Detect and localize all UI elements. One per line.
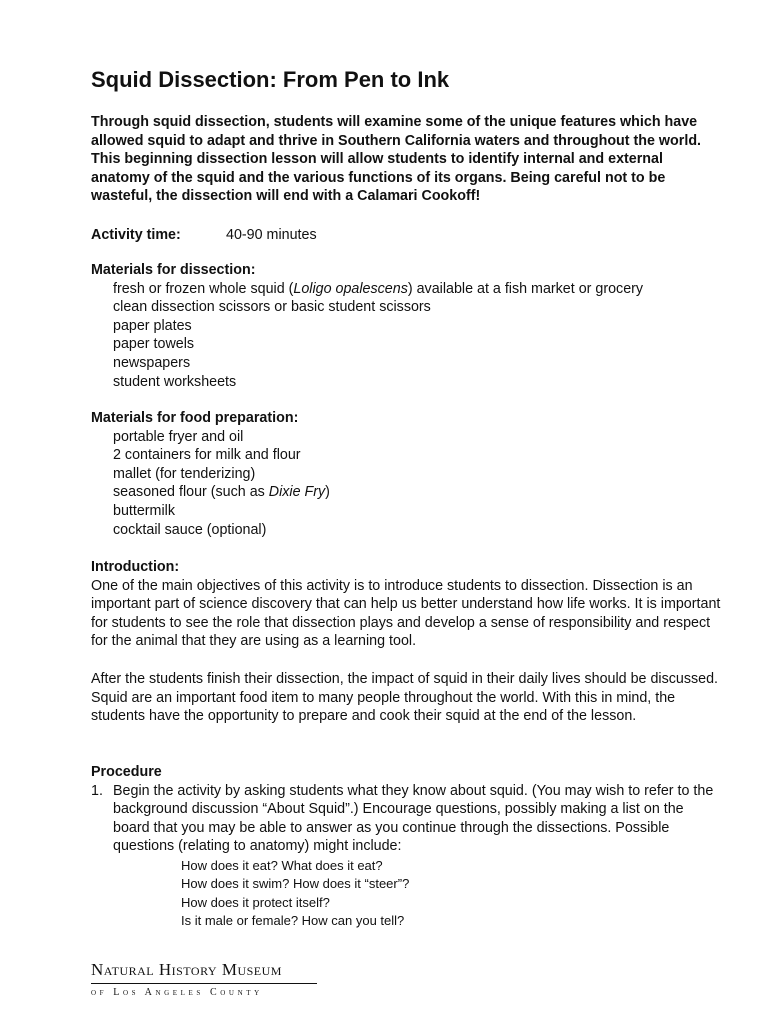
list-item: paper towels <box>113 336 195 353</box>
list-item: portable fryer and oil <box>113 428 244 445</box>
list-item: clean dissection scissors or basic student scissors <box>113 299 431 316</box>
materials-food-section <box>91 409 721 539</box>
activity-time-value: 40-90 minutes <box>226 227 317 243</box>
logo-county: of Los Angeles County <box>91 987 263 998</box>
list-item: newspapers <box>113 354 191 371</box>
list-item: 2 containers for milk and flour <box>113 447 301 464</box>
materials-dissection-list <box>91 280 721 392</box>
materials-dissection-section <box>91 261 721 391</box>
logo-divider <box>91 983 317 984</box>
brand-name: Dixie Fry <box>268 484 326 501</box>
procedure-step-1 <box>91 782 721 856</box>
introduction-section <box>91 558 721 651</box>
materials-dissection-heading: Materials for dissection: <box>91 262 256 278</box>
list-item: buttermilk <box>113 502 175 519</box>
museum-logo <box>91 960 321 999</box>
list-item: cocktail sauce (optional) <box>113 521 267 538</box>
question-item: Is it male or female? How can you tell? <box>181 913 405 929</box>
introduction-paragraph-1: One of the main objectives of this activity is to introduce students to dissection. Dissection is an important part of science discovery that can help us better understand how life works. It is important for students to see the role that dissection plays and develop a sense of responsibility and respect for the animal that they are using as a learning tool. <box>91 577 721 650</box>
step-text: Begin the activity by asking students what they know about squid. (You may wish to refer to the background discussion “About Squid”.) Encourage questions, possibly making a list on the board that you may be able to answer as you continue through the dissections. Possible questions (relating to anatomy) might include: <box>113 782 714 855</box>
list-item: mallet (for tenderizing) <box>113 465 256 482</box>
list-item: student worksheets <box>113 373 237 390</box>
intro-paragraph: Through squid dissection, students will examine some of the unique features which have allowed squid to adapt and thrive in Southern California waters and throughout the world. This beginning dissection lesson will allow students to identify internal and external anatomy of the squid and the various functions of its organs. Being careful not to be wasteful, the dissection will end with a Calamari Cookoff! <box>91 114 702 205</box>
question-item: How does it swim? How does it “steer”? <box>181 876 410 892</box>
procedure-heading: Procedure <box>91 764 162 780</box>
step-number: 1. <box>91 782 103 799</box>
question-item: How does it eat? What does it eat? <box>181 857 383 873</box>
logo-museum-name: Natural History Museum <box>91 960 282 979</box>
introduction-heading: Introduction: <box>91 559 180 575</box>
page-title: Squid Dissection: From Pen to Ink <box>91 67 450 92</box>
activity-time-label: Activity time: <box>91 227 181 243</box>
procedure-section <box>91 763 721 931</box>
activity-time-row <box>91 226 721 245</box>
materials-food-list <box>91 428 721 540</box>
questions-list <box>91 857 721 931</box>
question-item: How does it protect itself? <box>181 894 330 910</box>
species-name: Loligo opalescens <box>293 280 408 297</box>
list-item: paper plates <box>113 317 192 334</box>
materials-food-heading: Materials for food preparation: <box>91 410 299 426</box>
introduction-paragraph-2: After the students finish their dissection, the impact of squid in their daily lives should be discussed. Squid are an important food item to many people throughout the world. With this in mind, the students have the opportunity to prepare and cook their squid at the end of the lesson. <box>91 671 719 725</box>
list-item: seasoned flour (such as Dixie Fry) <box>113 484 330 501</box>
list-item: fresh or frozen whole squid (Loligo opalescens) available at a fish market or grocery <box>113 280 644 297</box>
